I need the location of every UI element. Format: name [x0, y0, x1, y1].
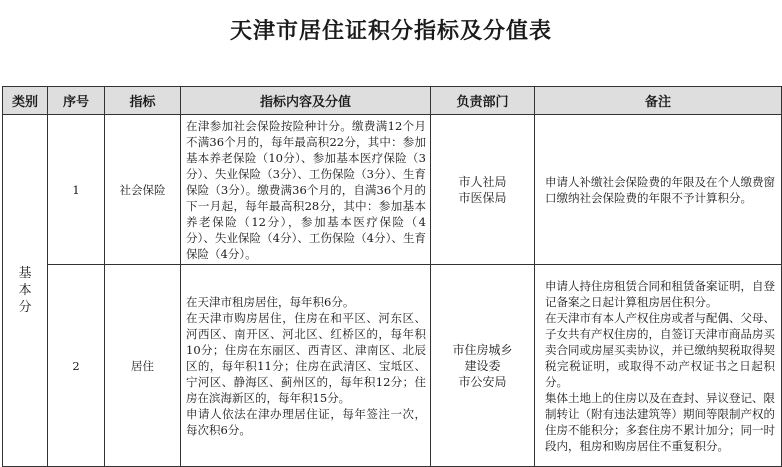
category-cell	[3, 115, 48, 467]
header-department: 负责部门	[431, 87, 535, 115]
row-note	[535, 265, 782, 467]
header-category: 类别	[3, 87, 48, 115]
header-indicator: 指标	[105, 87, 181, 115]
category-char: 本	[18, 283, 32, 298]
table-row	[3, 115, 782, 265]
department-line: 市公安局	[458, 374, 507, 389]
content-paragraph: 申请人依法在津办理居住证，每年签注一次，每次积6分。	[186, 406, 426, 437]
row-note	[535, 115, 782, 265]
row-department	[431, 265, 535, 467]
row-content	[181, 115, 431, 265]
department-line: 建设委	[464, 358, 501, 373]
row-indicator: 居住	[105, 265, 181, 467]
category-char: 分	[18, 300, 32, 315]
content-paragraph: 在天津市租房居住，每年积6分。	[186, 294, 355, 309]
department-line: 市医保局	[458, 190, 507, 205]
header-content: 指标内容及分值	[181, 87, 431, 115]
content-paragraph: 在津参加社会保险按险种计分。缴费满12个月不满36个月的，每年最高积22分，其中：参加基本养老保险（10分）、参加基本医疗保险（3分）、失业保险（3分）、工伤保险（3分）、生育保险（3分）。缴费满36个月的，自满36个月的下一月起，每年最高积28分，其中：参加基本养老保险（12分），参加基本医疗保险（4分）、失业保险（4分）、工伤保险（4分）、生育保险（4分）。	[186, 118, 426, 261]
score-table	[2, 86, 782, 467]
department-line: 市人社局	[458, 174, 507, 189]
row-indicator: 社会保险	[105, 115, 181, 265]
header-note: 备注	[535, 87, 782, 115]
category-char: 基	[18, 266, 32, 281]
table-row	[3, 265, 782, 467]
note-paragraph: 申请人补缴社会保险费的年限及在个人缴费窗口缴纳社会保险费的年限不予计算积分。	[545, 174, 775, 205]
row-content	[181, 265, 431, 467]
table-header-row	[3, 87, 782, 115]
note-paragraph: 集体土地上的住房以及在查封、异议登记、限制转让（附有违法建筑等）期间等限制产权的住房不能积分；多套住房不累计加分；同一时段内，租房和购房居住不重复积分。	[545, 390, 775, 453]
row-department	[431, 115, 535, 265]
header-number: 序号	[48, 87, 105, 115]
department-line: 市住房城乡	[452, 342, 513, 357]
note-paragraph: 在天津市有本人产权住房或者与配偶、父母、子女共有产权住房的，自签订天津市商品房买卖合同或房屋买卖协议，并已缴纳契税取得契税完税证明，或取得不动产权证书之日起积分。	[545, 310, 775, 389]
content-paragraph: 在天津市购房居住，住房在和平区、河东区、河西区、南开区、河北区、红桥区的，每年积10分；住房在东丽区、西青区、津南区、北辰区的，每年积11分；住房在武清区、宝坻区、宁河区、静海区、蓟州区的，每年积12分；住房在滨海新区的，每年积15分。	[186, 310, 426, 405]
row-number: 1	[48, 115, 105, 265]
note-paragraph: 申请人持住房租赁合同和租赁备案证明，自登记备案之日起计算租房居住积分。	[545, 278, 775, 309]
row-number: 2	[48, 265, 105, 467]
page-title: 天津市居住证积分指标及分值表	[229, 19, 552, 44]
